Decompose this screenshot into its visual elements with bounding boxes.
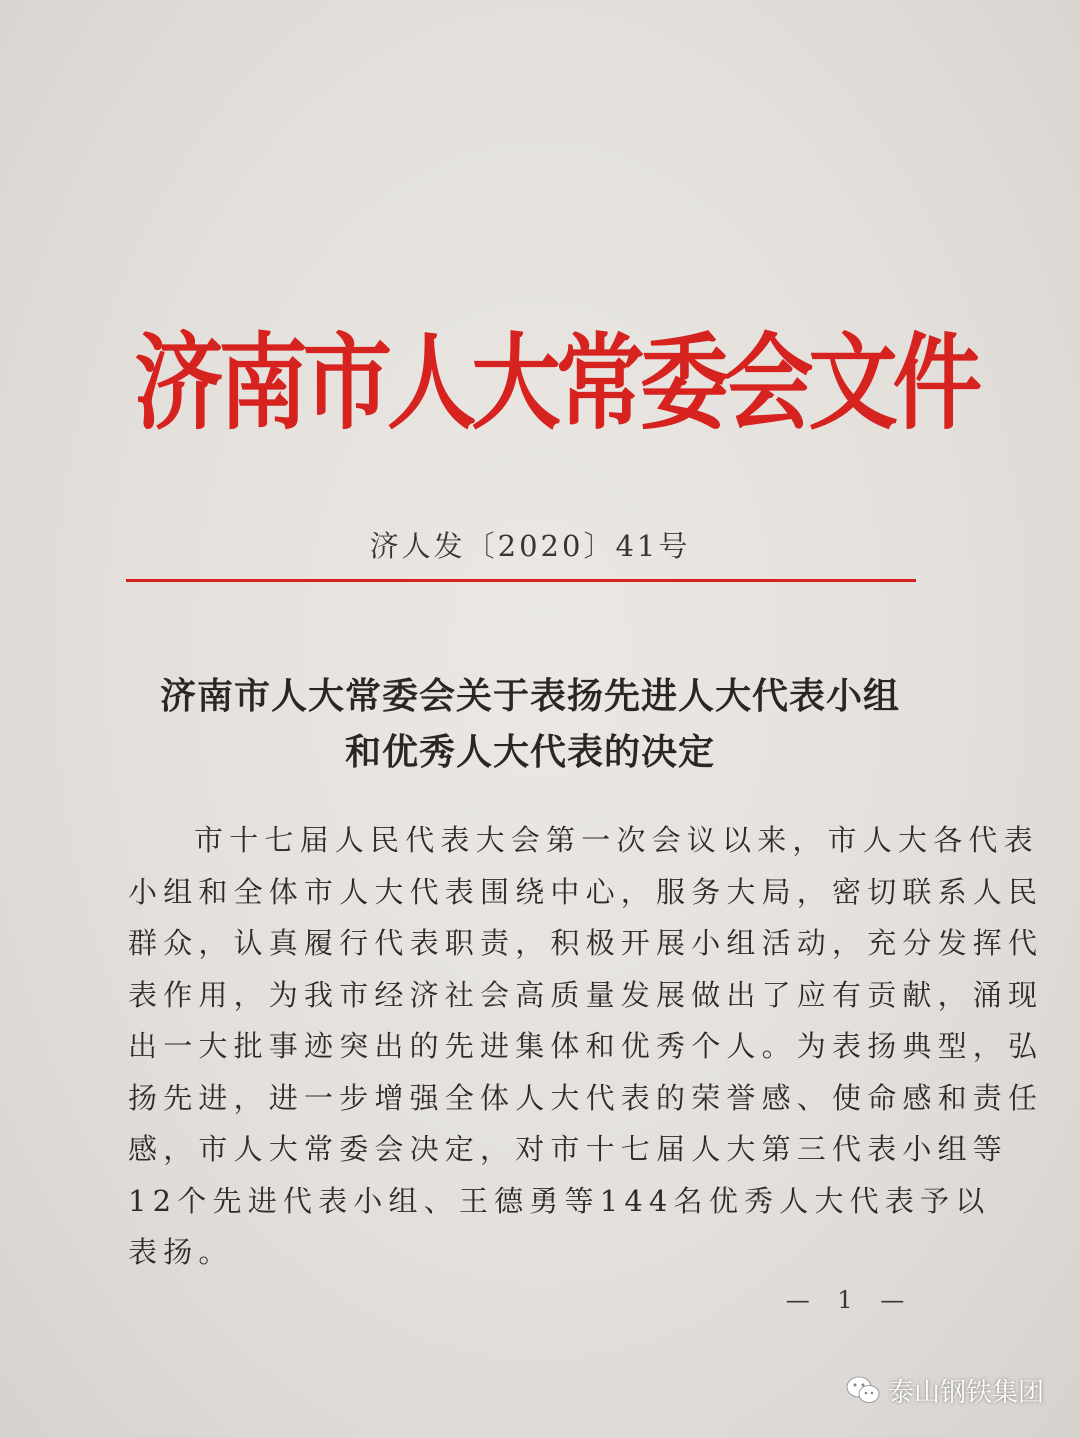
document-body: [128, 815, 1044, 1279]
red-header-title: 济南市人大常委会文件: [134, 321, 977, 444]
body-line: 感，市人大常委会决定，对市十七届人大第三代表小组等: [128, 1132, 1009, 1166]
body-line: 表扬。: [128, 1235, 234, 1269]
body-line: 群众，认真履行代表职责，积极开展小组活动，充分发挥代: [128, 926, 1044, 960]
wechat-watermark: [846, 1370, 1044, 1410]
document-title-line: 和优秀人大代表的决定: [344, 731, 715, 773]
page-number: — 1 —: [785, 1286, 915, 1314]
body-line: 小组和全体市人大代表围绕中心，服务大局，密切联系人民: [128, 874, 1044, 909]
watermark-text: 泰山钢铁集团: [888, 1377, 1045, 1408]
body-line: 出一大批事迹突出的先进集体和优秀个人。为表扬典型，弘: [128, 1029, 1044, 1063]
document-title: [110, 668, 950, 780]
body-line: 12个先进代表小组、王德勇等144名优秀人大代表予以: [128, 1183, 991, 1218]
wechat-icon: [846, 1375, 880, 1405]
red-divider-line: [126, 579, 916, 582]
body-line: 扬先进，进一步增强全体人大代表的荣誉感、使命感和责任: [128, 1080, 1044, 1115]
document-title-line: 济南市人大常委会关于表扬先进人大代表小组: [159, 675, 900, 717]
body-line: 市十七届人民代表大会第一次会议以来，市人大各代表: [194, 823, 1039, 857]
document-number: 济人发〔2020〕41号: [369, 529, 691, 563]
body-line: 表作用，为我市经济社会高质量发展做出了应有贡献，涌现: [128, 977, 1044, 1012]
